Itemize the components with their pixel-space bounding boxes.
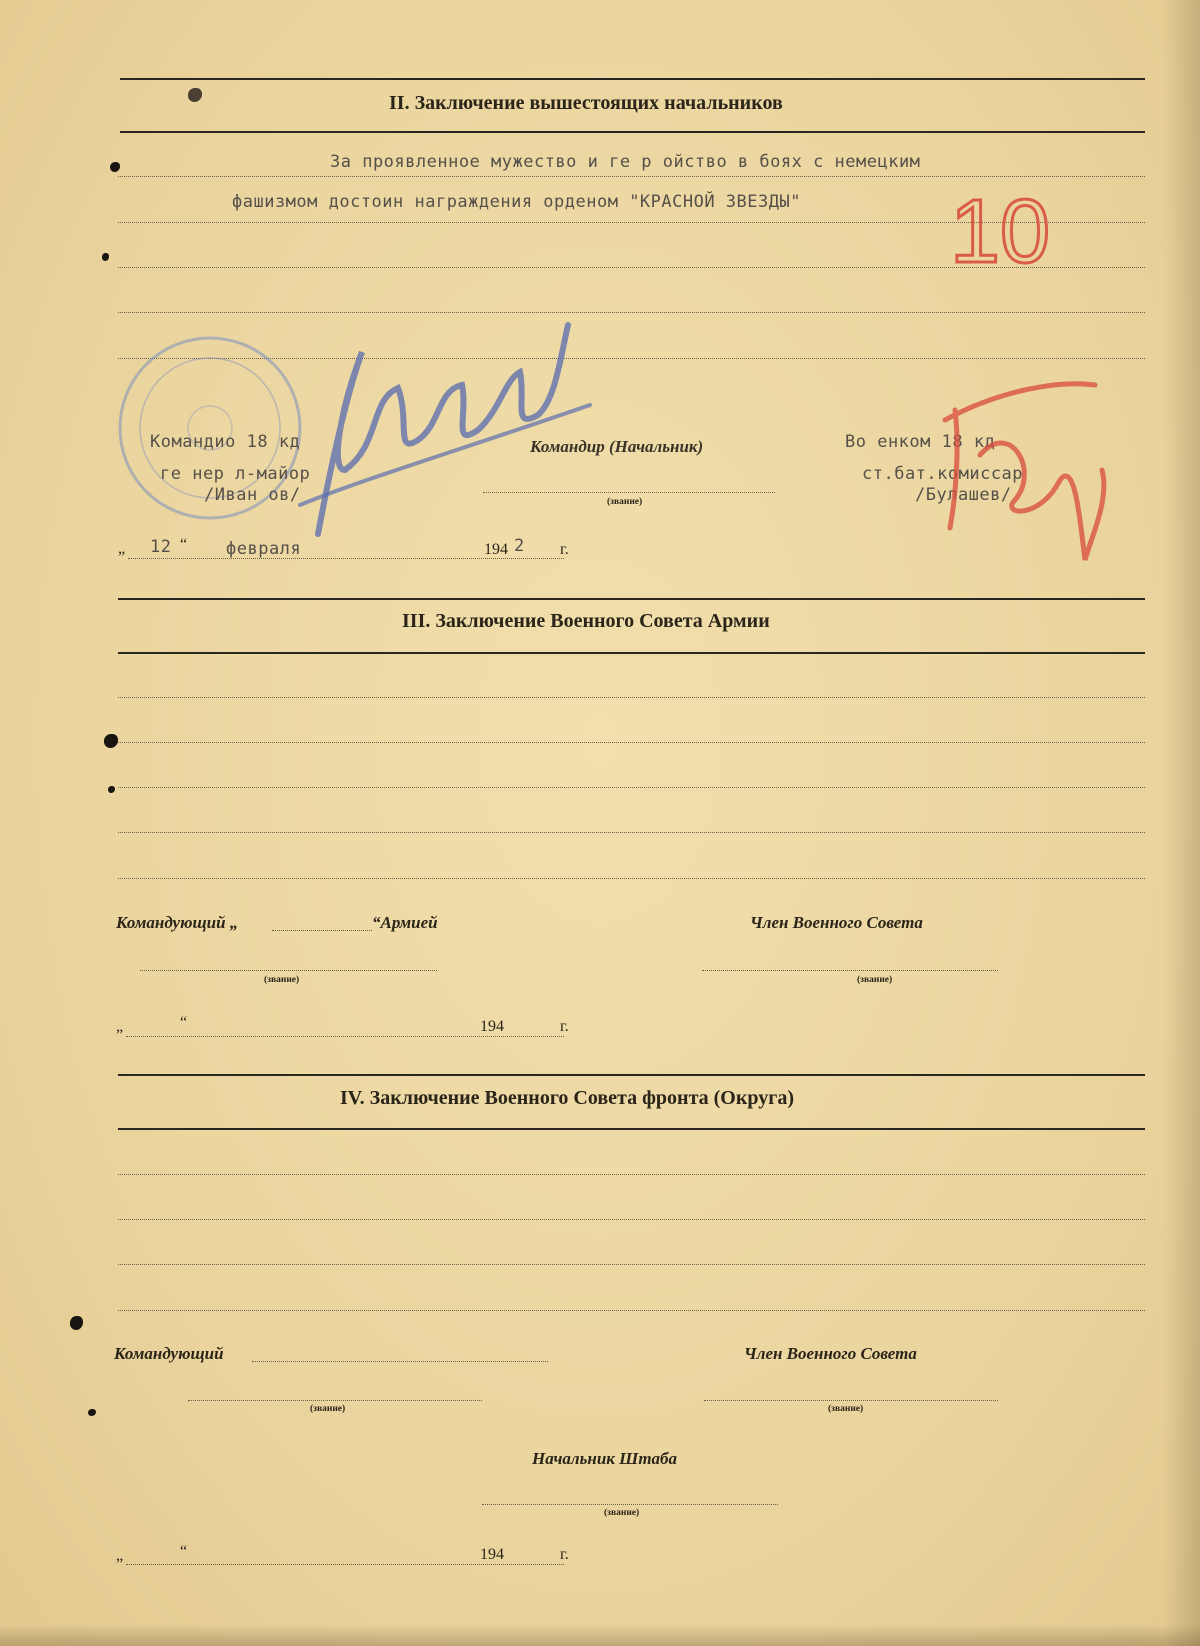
punch-hole-icon [70,1316,83,1330]
signer-center-rank-caption: (звание) [607,497,643,507]
section3-commander-army-line [272,930,372,931]
section4-date-line [126,1564,564,1565]
section3-rank-caption-right: (звание) [857,975,893,985]
section3-top-rule [118,598,1145,600]
section4-dotted-line [118,1264,1145,1265]
section4-date-g: г. [560,1546,569,1563]
punch-hole-icon [108,786,115,793]
section4-rank-caption-right: (звание) [828,1404,864,1414]
signer-left-line1: Командио 18 кд [150,432,301,452]
section3-heading: III. Заключение Военного Совета Армии [402,610,770,632]
section2-date-year-suffix: 2 [514,536,525,556]
section2-dotted-line [118,267,1145,268]
section2-dotted-line [118,312,1145,313]
section2-date-quote-open: „ [118,540,126,557]
section4-commander-line [252,1361,548,1362]
section3-date-quote-close: “ [180,1014,188,1031]
section3-heading-rule [118,652,1145,654]
section4-dotted-line [118,1310,1145,1311]
signer-left-line2: ге нер л-майор [160,464,311,484]
paper-edge-shadow [1164,0,1200,1646]
signer-right-line3: /Булашев/ [915,485,1012,505]
section3-date-quote-open: „ [116,1018,124,1035]
section2-heading-rule [120,131,1145,133]
section4-chief-label: Начальник Штаба [532,1449,678,1468]
section2-date-day: 12 [150,537,172,557]
section3-date-g: г. [560,1018,569,1035]
section4-date-year-prefix: 194 [480,1546,504,1563]
punch-hole-icon [88,1409,96,1416]
section2-date-g: г. [560,541,569,558]
signer-left-line3: /Иван ов/ [204,485,301,505]
paper-bottom-shadow [0,1624,1200,1646]
section4-date-quote-close: “ [180,1543,188,1560]
section3-rank-line-left [140,970,437,971]
section2-date-quote-close: “ [180,536,188,553]
section2-dotted-line [118,358,1145,359]
signer-right-line1: Во енком 18 кд [845,432,996,452]
red-mark-number: 10 [950,182,1051,282]
section3-dotted-line [118,787,1145,788]
section3-rank-caption-left: (звание) [264,975,300,985]
section2-dotted-line [118,176,1145,177]
punch-hole-icon [110,162,120,172]
section3-commander-prefix: Командующий „ [116,913,239,932]
section4-rank-caption-chief: (звание) [604,1508,640,1518]
section3-dotted-line [118,742,1145,743]
section3-commander-suffix: “Армией [372,913,438,932]
section2-dotted-line [118,222,1145,223]
signer-right-line2: ст.бат.комиссар [862,464,1024,484]
section4-chief-rank-line [482,1504,778,1505]
section4-member-label: Член Военного Совета [744,1344,917,1363]
section4-heading: IV. Заключение Военного Совета фронта (Округа) [340,1087,794,1109]
section3-dotted-line [118,878,1145,879]
ink-blot-icon [188,88,202,102]
section2-top-rule [120,78,1145,80]
section4-dotted-line [118,1219,1145,1220]
section4-date-quote-open: „ [116,1547,124,1564]
section2-date-month: февраля [226,539,302,559]
section2-heading: II. Заключение вышестоящих начальников [389,92,783,114]
section4-commander-label: Командующий [114,1344,224,1363]
section4-rank-line-right [704,1400,998,1401]
section2-text-line1: За проявленное мужество и ге р ойство в боях с немецким [330,152,921,172]
section3-rank-line-right [702,970,998,971]
punch-hole-icon [102,253,109,261]
section4-dotted-line [118,1174,1145,1175]
section2-date-year-prefix: 194 [484,541,508,558]
section4-rank-caption-left: (звание) [310,1404,346,1414]
section3-date-line [126,1036,564,1037]
section3-dotted-line [118,832,1145,833]
punch-hole-icon [104,734,118,748]
section4-top-rule [118,1074,1145,1076]
section3-dotted-line [118,697,1145,698]
section2-text-line2: фашизмом достоин награждения орденом "КРАСНОЙ ЗВЕЗДЫ" [232,192,801,212]
section3-member-label: Член Военного Совета [750,913,923,932]
signer-center-rank-line [483,492,775,493]
signer-center-title: Командир (Начальник) [530,437,704,456]
section4-heading-rule [118,1128,1145,1130]
section3-date-year-prefix: 194 [480,1018,504,1035]
section4-rank-line-left [188,1400,482,1401]
